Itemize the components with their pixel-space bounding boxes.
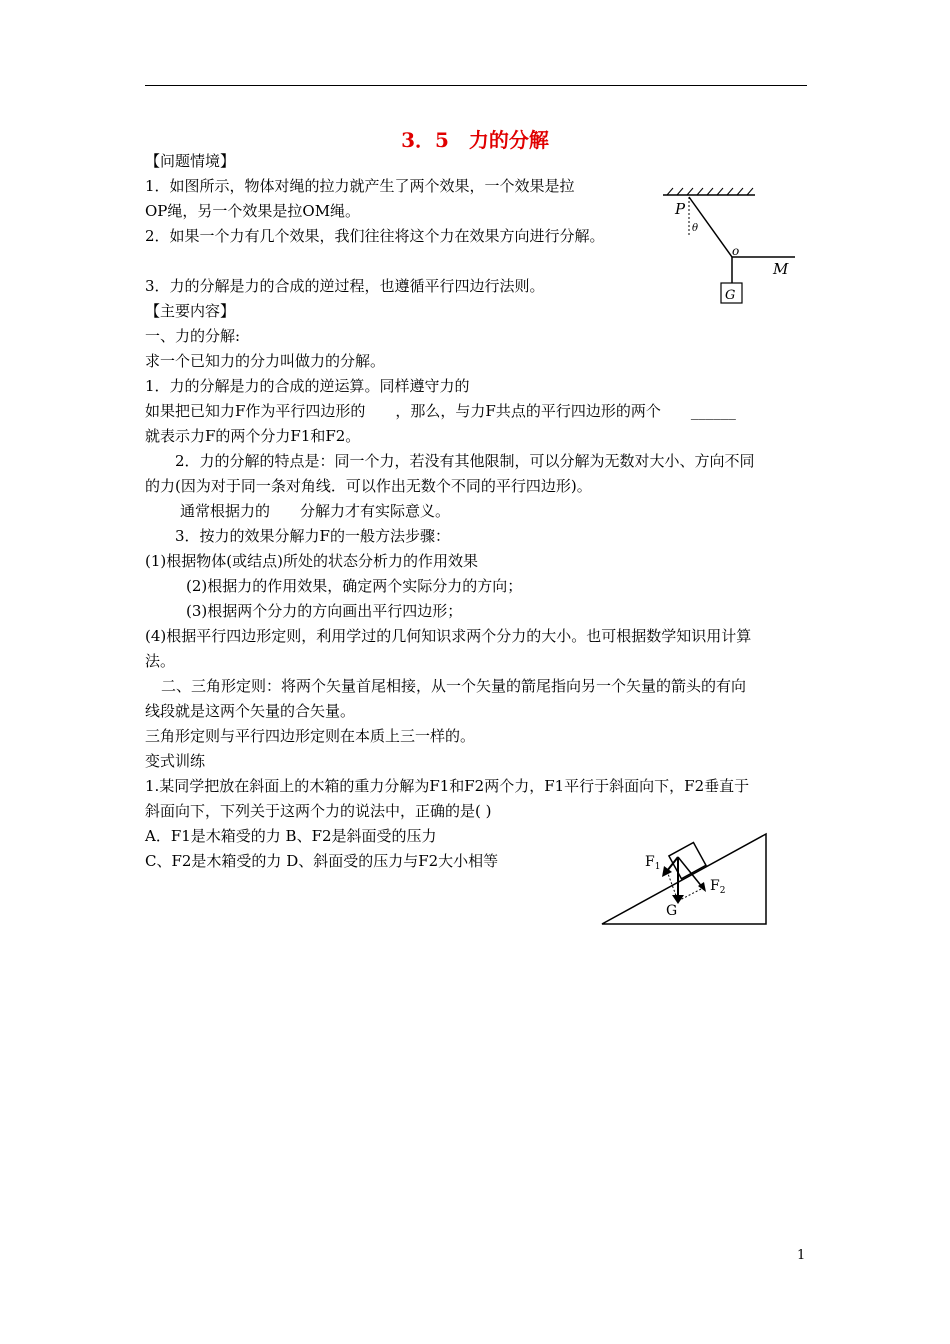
step-line: (1)根据物体(或结点)所处的状态分析力的作用效果 <box>145 552 478 570</box>
paragraph-line: 就表示力F的两个分力F1和F2。 <box>145 427 361 445</box>
question-line: 1.某同学把放在斜面上的木箱的重力分解为F1和F2两个力，F1平行于斜面向下，F2垂直于 <box>145 777 750 795</box>
label-p: P <box>675 200 686 218</box>
paragraph-line: 二、三角形定则：将两个矢量首尾相接，从一个矢量的箭尾指向另一个矢量的箭头的有向 <box>161 677 747 695</box>
paragraph-line: 2．如果一个力有几个效果，我们往往将这个力在效果方向进行分解。 <box>145 227 605 245</box>
paragraph-line: 1．力的分解是力的合成的逆运算。同样遵守力的 <box>145 377 470 395</box>
paragraph-line: 2．力的分解的特点是：同一个力，若没有其他限制，可以分解为无数对大小、方向不同 <box>175 452 755 470</box>
section-heading-problem: 【问题情境】 <box>145 152 236 170</box>
header-rule <box>145 85 807 86</box>
label-m: M <box>773 260 789 278</box>
paragraph-line: 3．力的分解是力的合成的逆过程，也遵循平行四边行法则。 <box>145 277 545 295</box>
section-heading-main: 【主要内容】 <box>145 302 236 320</box>
section-heading-exercise: 变式训练 <box>145 752 206 770</box>
page-title: 3．5 力的分解 <box>401 128 549 152</box>
paragraph-line: 通常根据力的 分解力才有实际意义。 <box>180 502 451 520</box>
label-g: G <box>725 288 736 303</box>
paragraph-line: 求一个已知力的分力叫做力的分解。 <box>145 352 386 370</box>
page-number: 1 <box>797 1248 806 1263</box>
step-line: (2)根据力的作用效果，确定两个实际分力的方向； <box>186 577 523 595</box>
paragraph-line: OP绳，另一个效果是拉OM绳。 <box>145 202 361 220</box>
paragraph-line: 1．如图所示，物体对绳的拉力就产生了两个效果，一个效果是拉 <box>145 177 575 195</box>
incline-figure <box>598 828 768 928</box>
label-g: G <box>666 903 678 919</box>
ceiling-hatch <box>667 188 753 195</box>
rope-figure <box>655 185 805 313</box>
paragraph-line: 的力(因为对于同一条对角线．可以作出无数个不同的平行四边形)。 <box>145 477 592 495</box>
label-theta: θ <box>692 223 699 234</box>
label-f1: $F_1$ <box>645 854 661 872</box>
paragraph-line: 线段就是这两个矢量的合矢量。 <box>145 702 356 720</box>
paragraph-line: 如果把已知力F作为平行四边形的 ，那么，与力F共点的平行四边形的两个 ______ <box>145 402 736 420</box>
step-line: (4)根据平行四边形定则，利用学过的几何知识求两个分力的大小。也可根据数学知识用计算 <box>145 627 752 645</box>
construction-line <box>678 888 703 901</box>
paragraph-line: 法。 <box>145 652 176 670</box>
question-line: 斜面向下，下列关于这两个力的说法中，正确的是( ) <box>145 802 492 820</box>
option-line: A．F1是木箱受的力 B、F2是斜面受的压力 <box>145 827 437 845</box>
label-o: o <box>732 244 740 258</box>
paragraph-line: 一、力的分解: <box>145 327 241 345</box>
step-line: (3)根据两个分力的方向画出平行四边形； <box>186 602 463 620</box>
option-line: C、F2是木箱受的力 D、斜面受的压力与F2大小相等 <box>145 852 499 870</box>
paragraph-line: 三角形定则与平行四边形定则在本质上三一样的。 <box>145 727 476 745</box>
paragraph-line: 3．按力的效果分解力F的一般方法步骤： <box>175 527 450 545</box>
label-f2: $F_2$ <box>710 878 726 896</box>
